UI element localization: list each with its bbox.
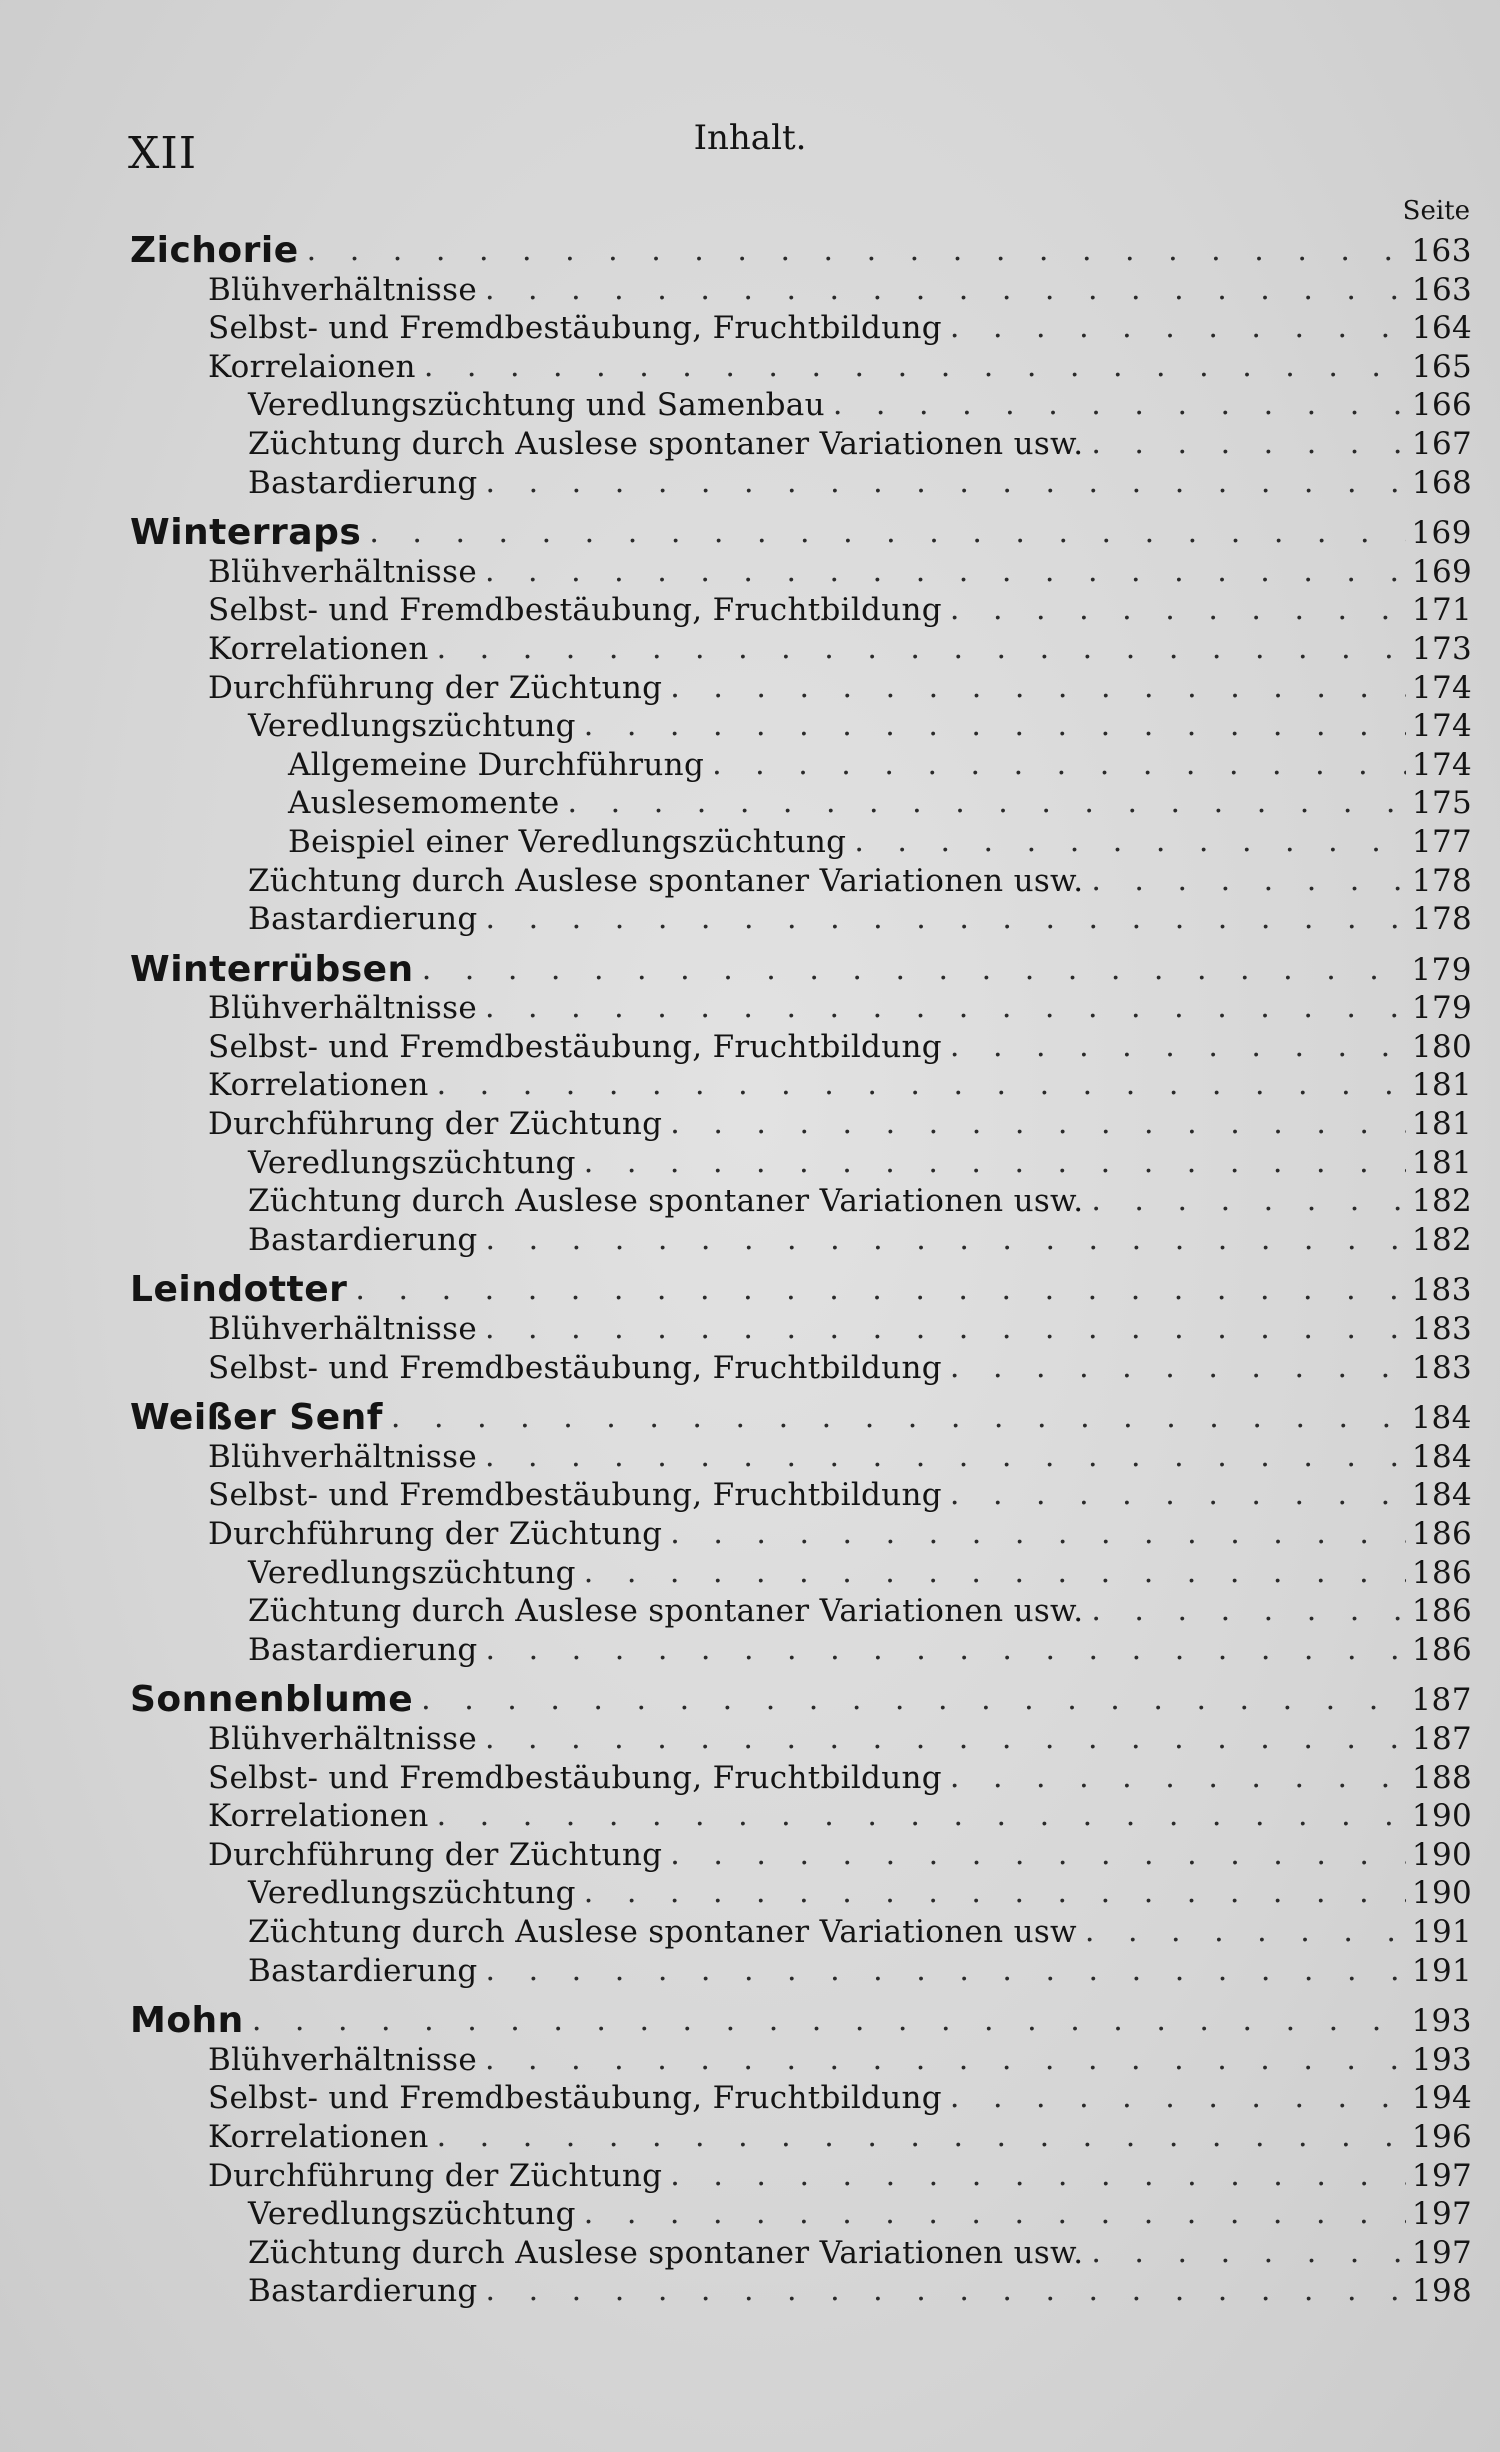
toc-section-entry (130, 1681, 1472, 1720)
dot-leader (560, 784, 1406, 823)
dot-leader (477, 1310, 1406, 1349)
toc-entry-label: Korrelationen (208, 2118, 429, 2155)
dot-leader (942, 591, 1406, 630)
toc-entry-label: Blühverhältnisse (208, 2041, 477, 2078)
toc-entry (130, 309, 1472, 348)
toc-page-number: 174 (1411, 669, 1472, 706)
toc-page-number: 197 (1411, 2196, 1472, 2233)
toc-entry (130, 900, 1472, 939)
toc-page-number: 166 (1411, 387, 1472, 424)
toc-entry-label: Durchführung der Züchtung (208, 1836, 663, 1873)
toc-entry (130, 1759, 1472, 1798)
toc-entry (130, 1221, 1472, 1260)
toc-entry-label: Korrelationen (208, 1798, 429, 1835)
toc-entry-label: Züchtung durch Auslese spontaner Variationen usw (248, 1913, 1077, 1950)
toc-entry-label: Blühverhältnisse (208, 990, 477, 1027)
dot-leader (942, 309, 1406, 348)
dot-leader (576, 1144, 1406, 1183)
toc-page-number: 193 (1411, 2041, 1472, 2078)
toc-entry (130, 823, 1472, 862)
dot-leader (429, 630, 1406, 669)
toc-page-number: 182 (1411, 1221, 1472, 1258)
toc-page-number: 197 (1411, 2157, 1472, 2194)
toc-page-number: 191 (1411, 1913, 1472, 1950)
dot-leader (478, 464, 1406, 503)
dot-leader (478, 1221, 1406, 1260)
toc-page-number: 169 (1411, 515, 1472, 552)
dot-leader (576, 1554, 1406, 1593)
dot-leader (942, 1028, 1406, 1067)
toc-entry-label: Blühverhältnisse (208, 553, 477, 590)
dot-leader (1077, 1913, 1406, 1952)
toc-entry-label: Durchführung der Züchtung (208, 2157, 663, 2194)
toc-page-number: 164 (1411, 310, 1472, 347)
dot-leader (1083, 2234, 1406, 2273)
toc-entry (130, 1836, 1472, 1875)
toc-entry-label: Veredlungszüchtung (248, 1554, 576, 1591)
toc-entry-label: Veredlungszüchtung (248, 1875, 576, 1912)
toc-entry-label: Züchtung durch Auslese spontaner Variationen usw. (248, 862, 1084, 899)
dot-leader (478, 1631, 1406, 1670)
dot-leader (299, 232, 1406, 271)
dot-leader (825, 386, 1406, 425)
dot-leader (383, 1399, 1406, 1438)
toc-entry (130, 784, 1472, 823)
toc-section-entry (130, 2002, 1472, 2041)
dot-leader (1083, 862, 1406, 901)
toc-entry (130, 464, 1472, 503)
toc-entry-label: Korrelationen (208, 1067, 429, 1104)
dot-leader (477, 989, 1406, 1028)
toc-page-number: 190 (1411, 1798, 1472, 1835)
toc-entry-label: Selbst- und Fremdbestäubung, Fruchtbildung (208, 310, 942, 347)
toc-entry-label: Bastardierung (248, 1221, 478, 1258)
toc-entry (130, 1592, 1472, 1631)
dot-leader (347, 1271, 1406, 1310)
toc-entry-label: Selbst- und Fremdbestäubung, Fruchtbildung (208, 1349, 942, 1386)
dot-leader (244, 2002, 1406, 2041)
toc-page-number: 180 (1411, 1028, 1472, 1065)
toc-entry-label: Veredlungszüchtung (248, 2196, 576, 2233)
toc-entry-label: Blühverhältnisse (208, 1438, 477, 1475)
toc-page-number: 173 (1411, 630, 1472, 667)
toc-section-title: Weißer Senf (130, 1397, 383, 1439)
toc-section-title: Sonnenblume (130, 1679, 414, 1721)
toc-page-number: 171 (1411, 592, 1472, 629)
toc-entry (130, 2157, 1472, 2196)
toc-section-entry (130, 1271, 1472, 1310)
table-of-contents (130, 232, 1472, 2311)
dot-leader (942, 1349, 1406, 1388)
toc-page-number: 168 (1411, 464, 1472, 501)
toc-page-number: 169 (1411, 553, 1472, 590)
dot-leader (662, 1515, 1406, 1554)
toc-entry (130, 591, 1472, 630)
toc-entry-label: Korrelationen (208, 630, 429, 667)
toc-page-number: 184 (1411, 1477, 1472, 1514)
toc-page-number: 181 (1411, 1067, 1472, 1104)
toc-page-number: 177 (1411, 823, 1472, 860)
dot-leader (1083, 425, 1406, 464)
dot-leader (477, 271, 1406, 310)
toc-page-number: 187 (1411, 1720, 1472, 1757)
toc-page-number: 190 (1411, 1836, 1472, 1873)
toc-entry (130, 1438, 1472, 1477)
toc-entry-label: Selbst- und Fremdbestäubung, Fruchtbildung (208, 2080, 942, 2117)
dot-leader (662, 2157, 1406, 2196)
toc-page-number: 175 (1411, 785, 1472, 822)
toc-page-number: 165 (1411, 348, 1472, 385)
dot-leader (478, 2272, 1406, 2311)
toc-page-number: 184 (1411, 1400, 1472, 1437)
toc-page-number: 184 (1411, 1438, 1472, 1475)
dot-leader (576, 707, 1406, 746)
toc-entry-label: Selbst- und Fremdbestäubung, Fruchtbildung (208, 1028, 942, 1065)
toc-entry-label: Selbst- und Fremdbestäubung, Fruchtbildung (208, 1759, 942, 1796)
toc-entry-label: Veredlungszüchtung (248, 1144, 576, 1181)
toc-entry-label: Veredlungszüchtung (248, 708, 576, 745)
dot-leader (942, 2079, 1406, 2118)
toc-entry (130, 271, 1472, 310)
toc-entry-label: Blühverhältnisse (208, 1720, 477, 1757)
toc-section-entry (130, 514, 1472, 553)
dot-leader (662, 669, 1406, 708)
toc-entry (130, 1720, 1472, 1759)
toc-entry (130, 630, 1472, 669)
dot-leader (1083, 1182, 1406, 1221)
dot-leader (429, 1797, 1406, 1836)
toc-page-number: 174 (1411, 708, 1472, 745)
dot-leader (478, 900, 1406, 939)
toc-entry-label: Blühverhältnisse (208, 271, 477, 308)
toc-entry (130, 1476, 1472, 1515)
toc-entry (130, 2041, 1472, 2080)
toc-entry (130, 746, 1472, 785)
dot-leader (942, 1759, 1406, 1798)
toc-entry (130, 1515, 1472, 1554)
toc-page-number: 196 (1411, 2118, 1472, 2155)
toc-entry (130, 2079, 1472, 2118)
toc-entry-label: Bastardierung (248, 1631, 478, 1668)
toc-entry (130, 348, 1472, 387)
toc-page-number: 186 (1411, 1631, 1472, 1668)
toc-page-number: 183 (1411, 1311, 1472, 1348)
toc-page-number: 186 (1411, 1593, 1472, 1630)
dot-leader (478, 1952, 1406, 1991)
toc-page-number: 174 (1411, 746, 1472, 783)
toc-entry (130, 1952, 1472, 1991)
toc-entry-label: Bastardierung (248, 901, 478, 938)
dot-leader (429, 2118, 1406, 2157)
toc-entry-label: Bastardierung (248, 1952, 478, 1989)
dot-leader (704, 746, 1406, 785)
toc-page-number: 188 (1411, 1759, 1472, 1796)
toc-page-number: 186 (1411, 1554, 1472, 1591)
toc-entry (130, 2195, 1472, 2234)
toc-page-number: 182 (1411, 1183, 1472, 1220)
toc-section-title: Mohn (130, 2000, 244, 2042)
toc-page-number: 178 (1411, 862, 1472, 899)
dot-leader (846, 823, 1406, 862)
toc-page-number: 163 (1411, 233, 1472, 269)
toc-entry (130, 2272, 1472, 2311)
toc-page-number: 187 (1411, 1682, 1472, 1719)
toc-entry (130, 1874, 1472, 1913)
toc-entry-label: Züchtung durch Auslese spontaner Variationen usw. (248, 1593, 1084, 1630)
toc-entry (130, 1913, 1472, 1952)
toc-page-number: 194 (1411, 2080, 1472, 2117)
toc-page-number: 191 (1411, 1952, 1472, 1989)
dot-leader (942, 1476, 1406, 1515)
dot-leader (1083, 1592, 1406, 1631)
toc-entry-label: Blühverhältnisse (208, 1311, 477, 1348)
toc-page-number: 190 (1411, 1875, 1472, 1912)
dot-leader (477, 1438, 1406, 1477)
toc-entry (130, 425, 1472, 464)
running-head: Inhalt. (693, 118, 807, 158)
toc-page-number: 181 (1411, 1106, 1472, 1143)
toc-entry (130, 862, 1472, 901)
toc-section-title: Leindotter (130, 1269, 348, 1311)
toc-page-number: 167 (1411, 425, 1472, 462)
dot-leader (361, 514, 1406, 553)
dot-leader (576, 1874, 1406, 1913)
page-column-label: Seite (1402, 196, 1470, 226)
toc-entry-label: Züchtung durch Auslese spontaner Variationen usw. (248, 425, 1084, 462)
dot-leader (662, 1105, 1406, 1144)
toc-entry-label: Selbst- und Fremdbestäubung, Fruchtbildung (208, 592, 942, 629)
toc-entry (130, 1182, 1472, 1221)
dot-leader (477, 1720, 1406, 1759)
toc-entry-label: Durchführung der Züchtung (208, 1516, 663, 1552)
toc-entry (130, 1631, 1472, 1670)
toc-entry (130, 1066, 1472, 1105)
toc-section-entry (130, 232, 1472, 271)
toc-entry-label: Selbst- und Fremdbestäubung, Fruchtbildung (208, 1477, 942, 1514)
toc-entry (130, 553, 1472, 592)
dot-leader (477, 2041, 1406, 2080)
toc-page-number: 179 (1411, 990, 1472, 1027)
dot-leader (662, 1836, 1406, 1875)
dot-leader (576, 2195, 1406, 2234)
toc-entry-label: Allgemeine Durchführung (288, 746, 705, 783)
toc-page-number: 178 (1411, 901, 1472, 938)
toc-section-entry (130, 948, 1472, 990)
toc-entry-label: Züchtung durch Auslese spontaner Variationen usw. (248, 2234, 1084, 2271)
toc-entry-label: Durchführung der Züchtung (208, 669, 663, 706)
toc-entry-label: Auslesemomente (288, 785, 560, 822)
toc-entry (130, 386, 1472, 425)
toc-page-number: 183 (1411, 1349, 1472, 1386)
toc-entry-label: Bastardierung (248, 2273, 478, 2310)
toc-entry-label: Züchtung durch Auslese spontaner Variationen usw. (248, 1183, 1084, 1220)
toc-entry-label: Beispiel einer Veredlungszüchtung (288, 823, 847, 860)
toc-section-title: Zichorie (130, 230, 299, 271)
toc-entry (130, 1554, 1472, 1593)
toc-entry-label: Korrelaionen (208, 348, 416, 385)
toc-entry (130, 707, 1472, 746)
toc-page-number: 186 (1411, 1516, 1472, 1552)
toc-page-number: 198 (1411, 2273, 1472, 2310)
toc-entry (130, 989, 1472, 1028)
toc-entry (130, 1349, 1472, 1388)
toc-page-number: 163 (1411, 271, 1472, 308)
toc-entry (130, 1105, 1472, 1144)
toc-section-entry (130, 1399, 1472, 1438)
toc-page-number: 179 (1411, 951, 1472, 988)
toc-page-number: 183 (1411, 1272, 1472, 1309)
dot-leader (413, 1681, 1406, 1720)
page-folio: XII (128, 128, 198, 179)
toc-entry-label: Veredlungszüchtung und Samenbau (248, 387, 825, 424)
toc-entry (130, 1310, 1472, 1349)
toc-page-number: 181 (1411, 1144, 1472, 1181)
toc-entry (130, 1028, 1472, 1067)
toc-entry (130, 2118, 1472, 2157)
toc-section-title: Winterraps (130, 512, 362, 554)
dot-leader (477, 553, 1406, 592)
toc-page-number: 197 (1411, 2234, 1472, 2271)
dot-leader (414, 951, 1406, 990)
dot-leader (429, 1066, 1406, 1105)
toc-entry (130, 2234, 1472, 2273)
toc-page-number: 193 (1411, 2003, 1472, 2040)
toc-entry (130, 1797, 1472, 1836)
toc-entry-label: Bastardierung (248, 464, 478, 501)
toc-entry-label: Durchführung der Züchtung (208, 1106, 663, 1143)
toc-entry (130, 669, 1472, 708)
dot-leader (416, 348, 1406, 387)
toc-entry (130, 1144, 1472, 1183)
toc-section-title: Winterrübsen (130, 948, 414, 990)
